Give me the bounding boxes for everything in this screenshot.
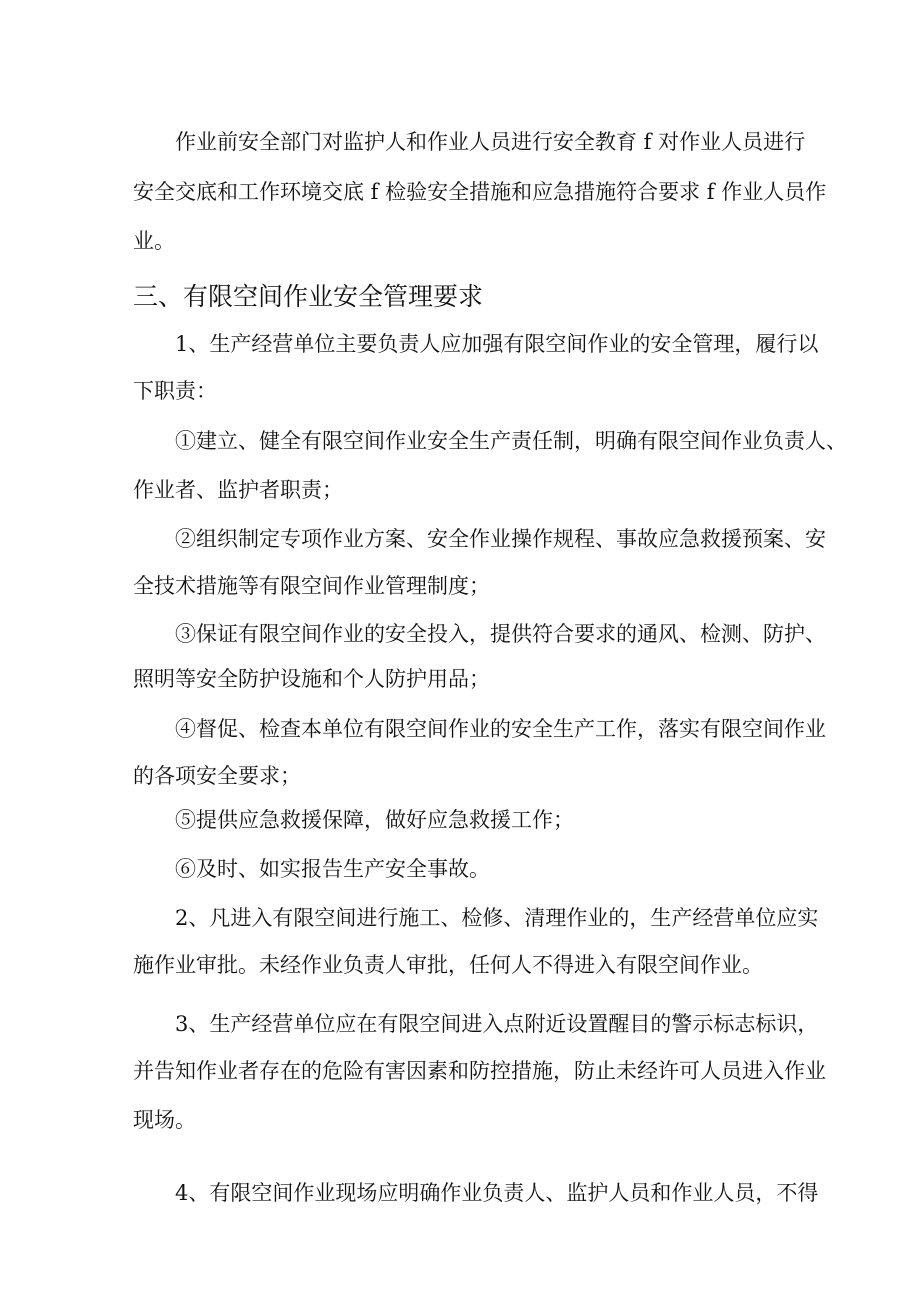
paragraph-line: 业。 bbox=[133, 229, 175, 253]
paragraph-line: 2、凡进入有限空间进行施工、检修、清理作业的，生产经营单位应实 bbox=[175, 906, 819, 930]
paragraph-line: 1、生产经营单位主要负责人应加强有限空间作业的安全管理，履行以 bbox=[175, 332, 819, 356]
paragraph-line: 3、生产经营单位应在有限空间进入点附近设置醒目的警示标志标识， bbox=[175, 1012, 819, 1036]
paragraph-line: 下职责： bbox=[133, 379, 217, 403]
list-item-line: ⑥及时、如实报告生产安全事故。 bbox=[175, 857, 490, 881]
list-item-line: 作业者、监护者职责； bbox=[133, 478, 343, 502]
paragraph-line: 作业前安全部门对监护人和作业人员进行安全教育 f 对作业人员进行 bbox=[175, 130, 806, 154]
list-item-line: ②组织制定专项作业方案、安全作业操作规程、事故应急救援预案、安 bbox=[175, 527, 826, 551]
paragraph-line: 安全交底和工作环境交底 f 检验安全措施和应急措施符合要求 f 作业人员作 bbox=[133, 180, 827, 204]
paragraph-line: 施作业审批。未经作业负责人审批，任何人不得进入有限空间作业。 bbox=[133, 953, 763, 977]
list-item-line: 全技术措施等有限空间作业管理制度； bbox=[133, 574, 490, 598]
list-item-line: ④督促、检查本单位有限空间作业的安全生产工作，落实有限空间作业 bbox=[175, 717, 826, 741]
list-item-line: ③保证有限空间作业的安全投入，提供符合要求的通风、检测、防护、 bbox=[175, 622, 826, 646]
list-item-line: 照明等安全防护设施和个人防护用品； bbox=[133, 667, 490, 691]
list-item-line: ⑤提供应急救援保障，做好应急救援工作； bbox=[175, 808, 574, 832]
paragraph-line: 并告知作业者存在的危险有害因素和防控措施，防止未经许可人员进入作业 bbox=[133, 1059, 826, 1083]
list-item-line: 的各项安全要求； bbox=[133, 764, 301, 788]
section-heading: 三、有限空间作业安全管理要求 bbox=[133, 282, 484, 311]
paragraph-line: 4、有限空间作业现场应明确作业负责人、监护人员和作业人员，不得 bbox=[175, 1181, 819, 1205]
paragraph-line: 现场。 bbox=[133, 1108, 196, 1132]
list-item-line: ①建立、健全有限空间作业安全生产责任制，明确有限空间作业负责人、 bbox=[175, 429, 847, 453]
